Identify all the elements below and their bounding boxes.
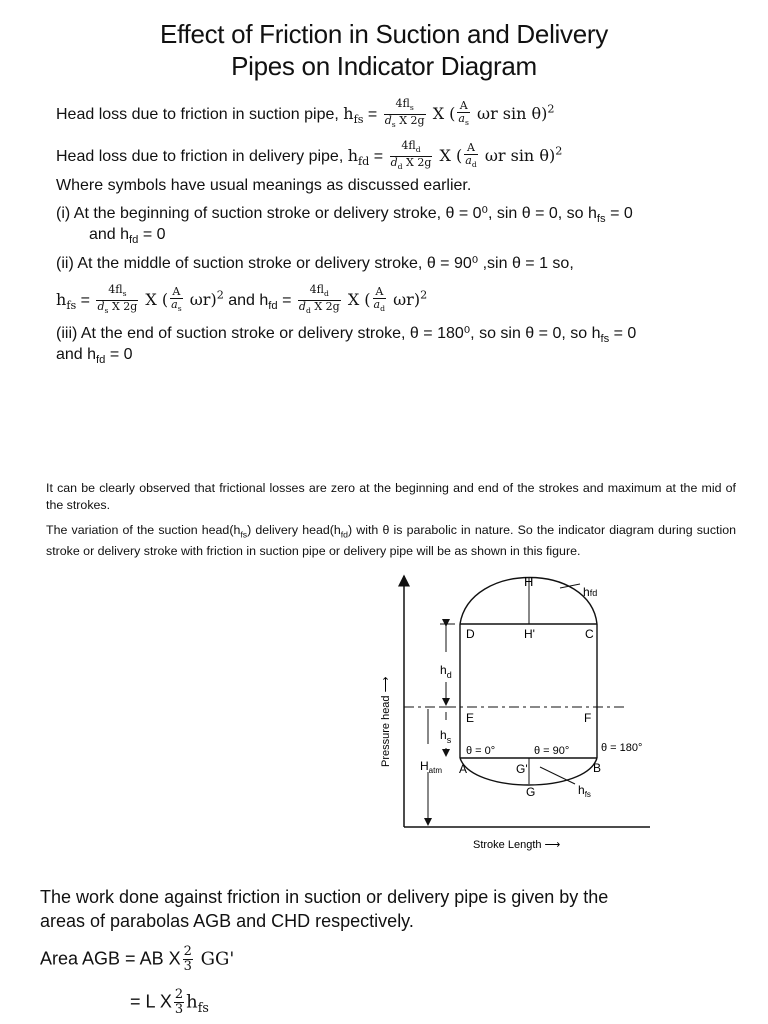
work-text-2: areas of parabolas AGB and CHD respectively. (40, 911, 414, 931)
where-text: Where symbols have usual meanings as discussed earlier. (56, 177, 472, 194)
fraction: $\frac{A}{a_d}$ (373, 285, 386, 314)
label-hfs: $h_{fs}$ (578, 783, 591, 799)
case-1-cont: and $h_{fd} = 0$ (89, 226, 166, 247)
area-line: Area AGB = AB X $\frac{2}{3}$ GG' (40, 944, 235, 974)
paragraph-2: The variation of the suction $head(h_{fs})$ delivery $head(h_{fd})$ with θ is parabolic in nature. So the indicator diagram during suction stroke or delivery stroke with friction in suction pipe or delivery pipe will be as shown in this figure. (46, 523, 736, 559)
fraction: $\frac{2}{3}$ (174, 987, 184, 1017)
work-text-1: The work done against friction in suction or delivery pipe is given by the (40, 887, 609, 907)
label-G: G (526, 785, 536, 799)
label-theta90: θ = 90° (534, 745, 570, 757)
case-1: (i) At the beginning of suction stroke or delivery stroke, θ = 0⁰, sin θ = 0, so $h_{fs} = 0$ (56, 205, 633, 226)
fraction: $\frac{A}{a_d}$ (465, 141, 477, 170)
label-C: C (585, 627, 594, 641)
label-G-prime: G' (516, 762, 528, 776)
case-2: (ii) At the middle of suction stroke or delivery stroke, θ = 90⁰ ,sin θ = 1 so, (56, 255, 574, 272)
label-hd: $h_d$ (440, 663, 452, 680)
label-F: F (584, 711, 592, 725)
case-3-cont: and $h_{fd} = 0$ (56, 346, 133, 367)
area-line-2: = L X $\frac{2}{3}$ $h_{fs}$ (130, 987, 209, 1017)
label-H: H (524, 574, 534, 589)
label-hfd: hfd (583, 585, 598, 599)
indicator-diagram (0, 562, 768, 862)
label-E: E (466, 711, 475, 725)
label-H-prime: H' (524, 627, 535, 641)
label-D: D (466, 627, 475, 641)
paragraph-1: It can be clearly observed that frictional losses are zero at the beginning and end of the strokes and maximum at the mid of the strokes. (46, 481, 736, 512)
hfd-formula: Head loss due to friction in delivery pipe, $h_{fd}$ = $\frac{4fl_d}{d_d X 2g}$ X ( $\frac{A}{a_d}$ ωr sin θ)$^2$ (56, 139, 563, 172)
case-3: (iii) At the end of suction stroke or delivery stroke, θ = 180⁰, so sin θ = 0, so $h_{fs} = 0$ (56, 325, 637, 346)
label-Hatm: $H_{atm}$ (420, 759, 443, 775)
fraction: $\frac{4fl_s}{d_s X 2g}$ (97, 283, 138, 316)
fraction: $\frac{4fl_s}{d_s X 2g}$ (384, 97, 425, 130)
label-A: A (459, 762, 468, 776)
hfs-formula: Head loss due to friction in suction pipe, $h_{fs}$ = $\frac{4fl_s}{d_s X 2g}$ X ( $\frac{A}{a_s}$ ωr sin θ)$^2$ (56, 97, 555, 130)
label-hs: $h_s$ (440, 728, 452, 745)
label-theta0: θ = 0° (466, 745, 496, 757)
page-title: Effect of Friction in Suction and Delivery Pipes on Indicator Diagram (160, 19, 608, 81)
case-2-formula: $h_{fs}$ = $\frac{4fl_s}{d_s X 2g}$ X ( $\frac{A}{a_s}$ ωr)$^2$ and $h_{fd}$ = $\frac{4fl_d}{d_d X 2g}$ X ( $\frac{A}{a_d}$ ωr)$^2$ (56, 283, 428, 316)
label-theta180: θ = 180° (601, 742, 643, 754)
x-axis-label: Stroke Length ⟶ (473, 839, 561, 851)
y-axis-label: Pressure head ⟶ (380, 676, 392, 767)
fraction: $\frac{2}{3}$ (183, 944, 192, 974)
fraction: $\frac{4fl_d}{d_d X 2g}$ (298, 283, 340, 316)
label-B: B (593, 761, 602, 775)
fraction: $\frac{A}{a_s}$ (171, 285, 182, 314)
fraction: $\frac{A}{a_s}$ (458, 99, 469, 128)
fraction: $\frac{4fl_d}{d_d X 2g}$ (390, 139, 432, 172)
